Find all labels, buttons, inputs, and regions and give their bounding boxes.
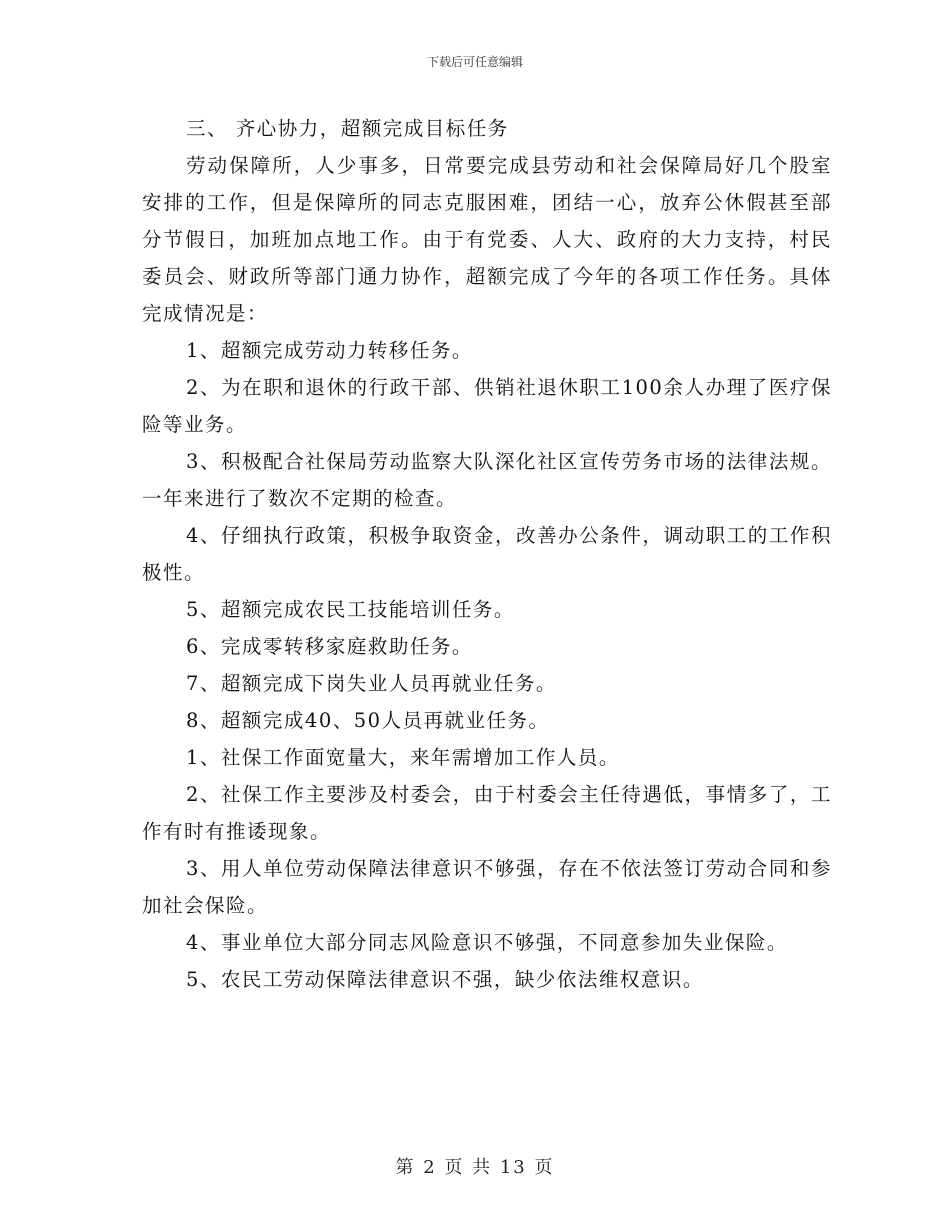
list-item: 1、超额完成劳动力转移任务。	[186, 339, 473, 362]
list-item: 6、完成零转移家庭救助任务。	[186, 635, 473, 658]
list-item: 2、社保工作主要涉及村委会，由于村委会主任待遇低，事情多了，工作有时有推诿现象。	[142, 783, 832, 843]
list-item: 4、仔细执行政策，积极争取资金，改善办公条件，调动职工的工作积极性。	[142, 524, 832, 584]
document-body	[142, 110, 832, 998]
section-heading: 三、 齐心协力，超额完成目标任务	[186, 117, 509, 140]
page-header: 下载后可任意编辑	[426, 55, 523, 69]
list-item: 5、农民工劳动保障法律意识不强，缺少依法维权意识。	[186, 968, 704, 991]
paragraph: 劳动保障所，人少事多，日常要完成县劳动和社会保障局好几个股室安排的工作，但是保障所的同志克服困难，团结一心，放弃公休假甚至部分节假日，加班加点地工作。由于有党委、人大、政府的大力支持，村民委员会、财政所等部门通力协作，超额完成了今年的各项工作任务。具体完成情况是：	[142, 154, 832, 325]
list-item: 2、为在职和退休的行政干部、供销社退休职工100余人办理了医疗保险等业务。	[142, 376, 832, 436]
list-item: 5、超额完成农民工技能培训任务。	[186, 598, 515, 621]
list-item: 3、积极配合社保局劳动监察大队深化社区宣传劳务市场的法律法规。一年来进行了数次不定期的检查。	[142, 450, 832, 510]
list-item: 3、用人单位劳动保障法律意识不够强，存在不依法签订劳动合同和参加社会保险。	[142, 857, 832, 917]
page-number: 第 2 页 共 13 页	[395, 1157, 555, 1178]
list-item: 8、超额完成40、50人员再就业任务。	[186, 709, 550, 732]
list-item: 4、事业单位大部分同志风险意识不够强，不同意参加失业保险。	[186, 931, 788, 954]
list-item: 1、社保工作面宽量大，来年需增加工作人员。	[186, 746, 620, 769]
list-item: 7、超额完成下岗失业人员再就业任务。	[186, 672, 557, 695]
